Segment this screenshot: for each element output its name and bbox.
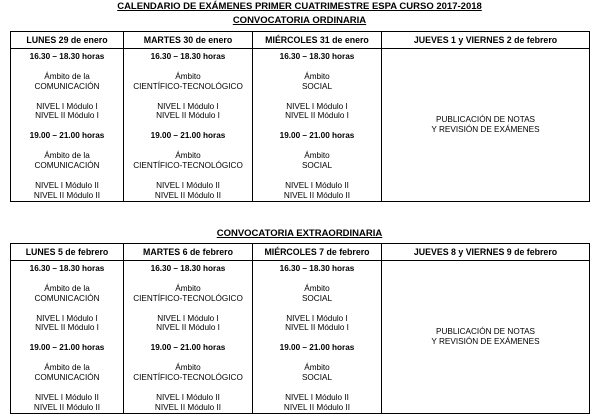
level-module: NIVEL I Módulo II xyxy=(285,392,349,402)
level-module: NIVEL I Módulo I xyxy=(157,313,219,323)
level-module: NIVEL I Módulo I xyxy=(36,313,98,323)
subject-area: SOCIAL xyxy=(301,372,333,382)
day-cell xyxy=(11,49,124,202)
subject-area-label: Ámbito xyxy=(175,151,201,160)
subject-area-label: Ámbito xyxy=(175,283,201,293)
day-header: MARTES 6 de febrero xyxy=(124,244,253,261)
level-module: NIVEL II Módulo II xyxy=(154,190,222,200)
subject-area: CIENTÍFICO-TECNOLÓGICO xyxy=(133,372,243,382)
time-slot: 19.00 – 21.00 horas xyxy=(150,343,226,353)
level-module: NIVEL II Módulo I xyxy=(285,111,349,121)
page-title: CALENDARIO DE EXÁMENES PRIMER CUATRIMESTRE ESPA CURSO 2017-2018 xyxy=(117,1,482,12)
level-module: NIVEL I Módulo II xyxy=(285,180,349,190)
subject-area: COMUNICACIÓN xyxy=(34,372,100,382)
table-row xyxy=(11,261,590,414)
section-heading-extraordinaria: CONVOCATORIA EXTRAORDINARIA xyxy=(216,228,383,239)
level-module: NIVEL I Módulo II xyxy=(35,180,99,190)
level-module: NIVEL II Módulo II xyxy=(33,402,101,412)
day-header: JUEVES 1 y VIERNES 2 de febrero xyxy=(382,32,590,49)
subject-area-label: Ámbito xyxy=(175,363,201,372)
level-module: NIVEL II Módulo II xyxy=(283,190,351,200)
level-module: NIVEL I Módulo I xyxy=(36,101,98,111)
level-module: NIVEL I Módulo I xyxy=(157,101,219,111)
day-cell xyxy=(253,49,382,202)
time-slot: 16.30 – 18.30 horas xyxy=(29,52,105,61)
subject-area: COMUNICACIÓN xyxy=(34,81,100,91)
subject-area-label: Ámbito xyxy=(304,71,330,81)
time-slot: 19.00 – 21.00 horas xyxy=(29,343,105,353)
level-module: NIVEL II Módulo II xyxy=(283,402,351,412)
level-module: NIVEL I Módulo II xyxy=(156,180,220,190)
time-slot: 19.00 – 21.00 horas xyxy=(279,131,355,141)
day-header: MARTES 30 de enero xyxy=(124,32,253,49)
day-cell xyxy=(124,49,253,202)
level-module: NIVEL I Módulo I xyxy=(286,101,348,111)
day-cell xyxy=(11,261,124,414)
publication-cell xyxy=(382,49,590,202)
subject-area: SOCIAL xyxy=(301,160,333,170)
day-header: MIÉRCOLES 7 de febrero xyxy=(253,244,382,261)
day-cell xyxy=(253,261,382,414)
day-header: JUEVES 8 y VIERNES 9 de febrero xyxy=(382,244,590,261)
table-header-row xyxy=(11,32,590,49)
subject-area-label: Ámbito xyxy=(175,71,201,81)
time-slot: 16.30 – 18.30 horas xyxy=(150,264,226,273)
subject-area: COMUNICACIÓN xyxy=(34,160,100,170)
subject-area: CIENTÍFICO-TECNOLÓGICO xyxy=(133,81,243,91)
level-module: NIVEL II Módulo II xyxy=(154,402,222,412)
table-header-row xyxy=(11,244,590,261)
level-module: NIVEL II Módulo I xyxy=(156,111,220,121)
subject-area-label: Ámbito de la xyxy=(44,71,90,81)
time-slot: 16.30 – 18.30 horas xyxy=(279,52,355,61)
day-cell xyxy=(124,261,253,414)
subject-area-label: Ámbito de la xyxy=(44,151,90,160)
publication-text: PUBLICACIÓN DE NOTAS xyxy=(435,114,536,124)
subject-area-label: Ámbito de la xyxy=(44,283,90,293)
subject-area: CIENTÍFICO-TECNOLÓGICO xyxy=(133,293,243,303)
level-module: NIVEL II Módulo I xyxy=(156,323,220,333)
level-module: NIVEL II Módulo I xyxy=(285,323,349,333)
subject-area: COMUNICACIÓN xyxy=(34,293,100,303)
level-module: NIVEL II Módulo I xyxy=(35,323,99,333)
level-module: NIVEL II Módulo I xyxy=(35,111,99,121)
day-header: MIÉRCOLES 31 de enero xyxy=(253,32,382,49)
day-header: LUNES 29 de enero xyxy=(11,32,124,49)
level-module: NIVEL I Módulo II xyxy=(156,392,220,402)
day-header: LUNES 5 de febrero xyxy=(11,244,124,261)
publication-text: Y REVISIÓN DE EXÁMENES xyxy=(431,336,540,346)
schedule-table-extraordinaria xyxy=(10,243,590,414)
section-heading-ordinaria: CONVOCATORIA ORDINARIA xyxy=(232,15,367,26)
subject-area: CIENTÍFICO-TECNOLÓGICO xyxy=(133,160,243,170)
publication-text: Y REVISIÓN DE EXÁMENES xyxy=(431,124,540,134)
time-slot: 19.00 – 21.00 horas xyxy=(29,131,105,141)
time-slot: 16.30 – 18.30 horas xyxy=(29,264,105,273)
publication-cell xyxy=(382,261,590,414)
subject-area-label: Ámbito de la xyxy=(44,363,90,372)
publication-text: PUBLICACIÓN DE NOTAS xyxy=(435,326,536,336)
schedule-table-ordinaria xyxy=(10,31,590,202)
table-row xyxy=(11,49,590,202)
subject-area-label: Ámbito xyxy=(304,283,330,293)
time-slot: 16.30 – 18.30 horas xyxy=(150,52,226,61)
time-slot: 19.00 – 21.00 horas xyxy=(150,131,226,141)
subject-area-label: Ámbito xyxy=(304,151,330,160)
time-slot: 19.00 – 21.00 horas xyxy=(279,343,355,353)
level-module: NIVEL I Módulo I xyxy=(286,313,348,323)
level-module: NIVEL II Módulo II xyxy=(33,190,101,200)
time-slot: 16.30 – 18.30 horas xyxy=(279,264,355,273)
subject-area-label: Ámbito xyxy=(304,363,330,372)
level-module: NIVEL I Módulo II xyxy=(35,392,99,402)
subject-area: SOCIAL xyxy=(301,81,333,91)
subject-area: SOCIAL xyxy=(301,293,333,303)
